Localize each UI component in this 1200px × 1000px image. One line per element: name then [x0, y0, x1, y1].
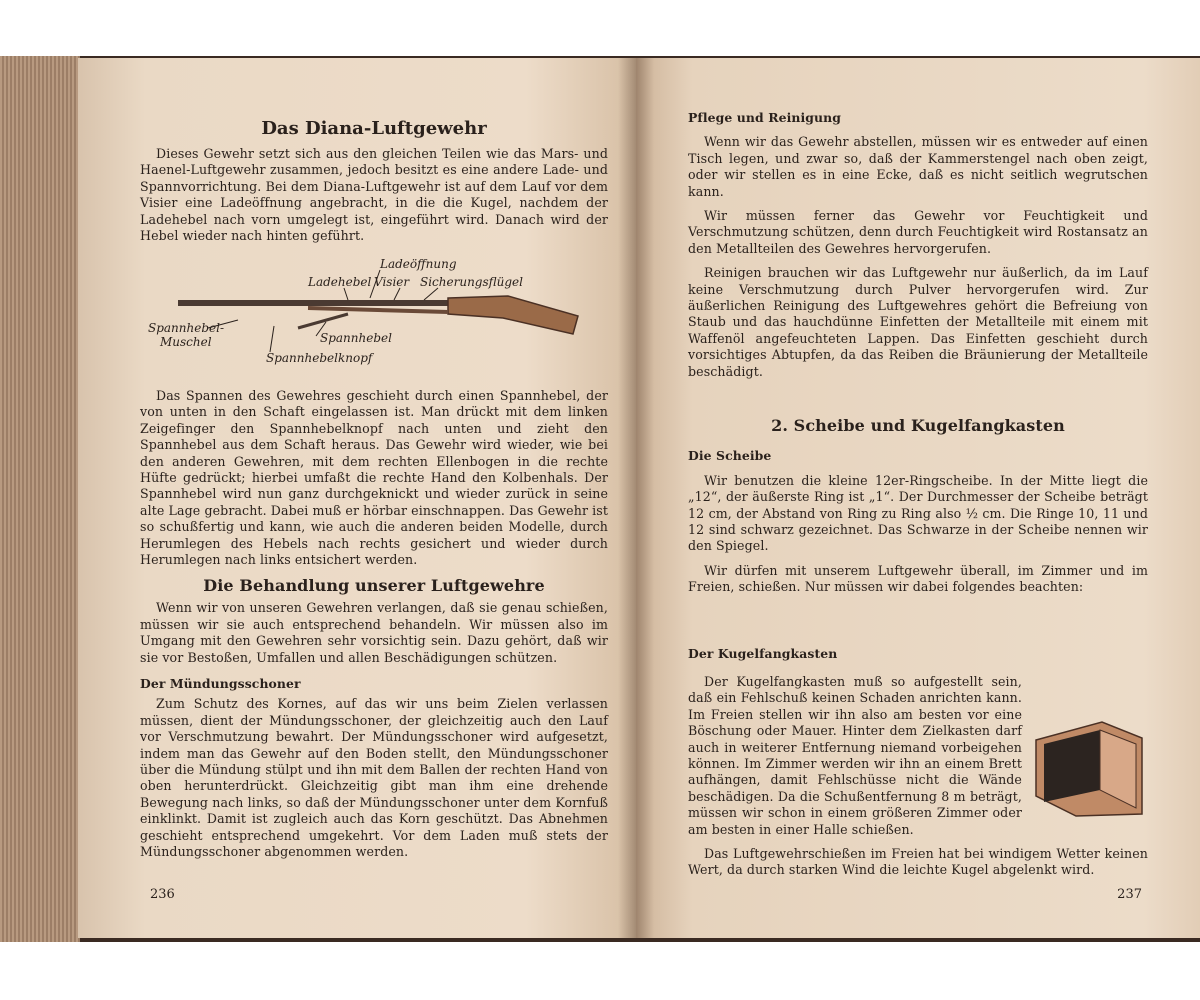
label-spannhebel-muschel: Spannhebel-	[148, 321, 225, 335]
label-ladeoeffnung: Ladeöffnung	[380, 257, 457, 271]
subheading: Der Mündungsschoner	[140, 676, 301, 692]
paragraph: Dieses Gewehr setzt sich aus den gleichen Teilen wie das Mars- und Haenel-Luftgewehr zusammen, jedoch besitzt es eine andere Lade- und Spannvorrichtung. Bei dem Diana-Luftgewehr ist auf dem Lauf vor dem Visier eine Ladeöffnung angebracht, in die die Kugel, nachdem der Ladehebel nach vorn umgelegt ist, eingeführt wird. Danach wird der Hebel wieder nach hinten geführt.	[140, 146, 608, 244]
book-gutter	[618, 58, 654, 938]
right-kugelfang-paragraph	[688, 674, 1148, 879]
leader-line	[270, 326, 274, 352]
leader-line	[424, 288, 438, 300]
right-kugelfang-section	[688, 646, 1148, 670]
paragraph: Das Luftgewehrschießen im Freien hat bei windigem Wetter keinen Wert, da durch starken Wind die leichte Kugel abgelenkt wird.	[688, 846, 1148, 878]
subheading: Der Kugelfangkasten	[688, 646, 838, 661]
left-page	[78, 58, 638, 938]
left-spannen-paragraph	[140, 388, 608, 568]
right-pflege-section	[688, 110, 1148, 380]
paragraph: Der Kugelfangkasten muß so aufgestellt sein, daß ein Fehlschuß keinen Schaden anrichten kann. Im Freien stellen wir ihn also am besten vor eine Böschung oder Mauer. Hinter dem Zielkasten darf auch in weiterer Entfernung niemand vorbeigehen können. Im Zimmer werden wir ihn an einem Brett aufhängen, damit Fehlschüsse nicht die Wände beschädigen. Da die Schußentfernung 8 m beträgt, müssen wir schon in einem größeren Zimmer oder am besten in einer Halle schießen.	[688, 674, 1022, 837]
bullet-trap-drawing	[1030, 718, 1148, 818]
paragraph: Wenn wir von unseren Gewehren verlangen, daß sie genau schießen, müssen wir sie auch entsprechend behandeln. Wir müssen also im Umgang mit den Gewehren sehr vorsichtig sein. Dazu gehört, daß wir sie vor Bestoßen, Umfallen und allen Beschädigungen schützen.	[140, 600, 608, 665]
page-number-right: 237	[1117, 887, 1142, 902]
paragraph: Zum Schutz des Kornes, auf das wir uns beim Zielen verlassen müssen, dient der Mündungsschoner, der gleichzeitig auch den Lauf vor Verschmutzung bewahrt. Der Mündungsschoner wird aufgesetzt, indem man das Gewehr auf den Boden stellt, den Mündungsschoner über die Mündung stülpt und ihn mit dem Ballen der rechten Hand von oben herunterdrückt. Gleichzeitig gibt man ihm eine drehende Bewegung nach links, so daß der Mündungsschoner unter dem Kornfuß einklinkt. Damit ist zugleich auch das Korn geschützt. Das Abnehmen geschieht entsprechend umgekehrt. Vor dem Laden muß stets der Mündungsschoner abgenommen werden.	[140, 696, 608, 860]
left-page-title: Das Diana-Luftgewehr	[261, 118, 487, 139]
rifle-illustration	[148, 256, 608, 366]
subheading: Pflege und Reinigung	[688, 110, 842, 125]
leader-line	[394, 288, 400, 300]
right-scheibe-section	[688, 418, 1148, 596]
label-visier: Visier	[374, 275, 410, 289]
left-behandlung-section	[140, 578, 608, 861]
paragraph: Wir müssen ferner das Gewehr vor Feuchtigkeit und Verschmutzung schützen, denn durch Feuchtigkeit wird Rostansatz an den Metallteilen des Gewehres hervorgerufen.	[688, 208, 1148, 256]
right-page	[636, 58, 1200, 938]
rifle-lever	[308, 308, 448, 312]
left-intro-paragraph	[140, 146, 608, 244]
section-title: 2. Scheibe und Kugelfangkasten	[771, 416, 1065, 435]
paragraph: Reinigen brauchen wir das Luftgewehr nur äußerlich, da im Lauf keine Verschmutzung durch Pulver hervorgerufen wird. Zur äußerlichen Reinigung des Luftgewehres gehört die Befreiung von Staub und das hauchdünne Einfetten der Metallteile mit einem mit Waffenöl angefeuchteten Lappen. Das Einfetten geschieht durch vorsichtiges Abtupfen, da das Reiben die Bräunierung der Metallteile beschädigt.	[688, 265, 1148, 379]
paragraph: Wir benutzen die kleine 12er-Ringscheibe. In der Mitte liegt die „12“, der äußerste Ring ist „1“. Der Durchmesser der Scheibe beträgt 12 cm, der Abstand von Ring zu Ring also ½ cm. Die Ringe 10, 11 und 12 sind schwarz gezeichnet. Das Schwarze in der Scheibe nennen wir den Spiegel.	[688, 472, 1148, 554]
section-heading: Die Behandlung unserer Luftgewehre	[203, 576, 545, 595]
rifle-barrel	[178, 300, 458, 306]
label-ladehebel: Ladehebel	[308, 275, 372, 289]
label-spannhebel: Spannhebel	[320, 331, 392, 345]
page-number-left: 236	[150, 887, 175, 902]
leader-line	[344, 288, 348, 300]
bullet-trap-illustration	[1030, 718, 1148, 818]
page-edges	[0, 56, 80, 942]
rifle-stock	[448, 296, 578, 334]
subheading: Die Scheibe	[688, 448, 772, 464]
label-muschel: Muschel	[160, 335, 212, 349]
paragraph: Das Spannen des Gewehres geschieht durch einen Spannhebel, der von unten in den Schaft eingelassen ist. Man drückt mit dem linken Zeigefinger den Spannhebelknopf nach unten und zieht den Spannhebel aus dem Schaft heraus. Das Gewehr wird wieder, wie bei den anderen Gewehren, mit dem rechten Ellenbogen in die rechte Hüfte gedrückt; hierbei umfaßt die rechte Hand den Kolbenhals. Der Spannhebel wird nun ganz durchgeknickt und wieder zurück in seine alte Lage gebracht. Dabei muß er hörbar einschnappen. Das Gewehr ist so schußfertig und kann, wie auch die anderen beiden Modelle, durch Herumlegen des Hebels nach rechts gesichert und wieder durch Herumlegen nach links entsichert werden.	[140, 388, 609, 568]
label-sicherungsfluegel: Sicherungsflügel	[420, 275, 523, 289]
paragraph: Wir dürfen mit unserem Luftgewehr überall, im Zimmer und im Freien, schießen. Nur müssen wir dabei folgendes beachten:	[688, 562, 1148, 595]
paragraph: Wenn wir das Gewehr abstellen, müssen wir es entweder auf einen Tisch legen, und zwar so, daß der Kammerstengel nach oben zeigt, oder wir stellen es in eine Ecke, daß es nicht seitlich wegrutschen kann.	[688, 134, 1148, 199]
label-spannhebelknopf: Spannhebelknopf	[266, 351, 373, 365]
